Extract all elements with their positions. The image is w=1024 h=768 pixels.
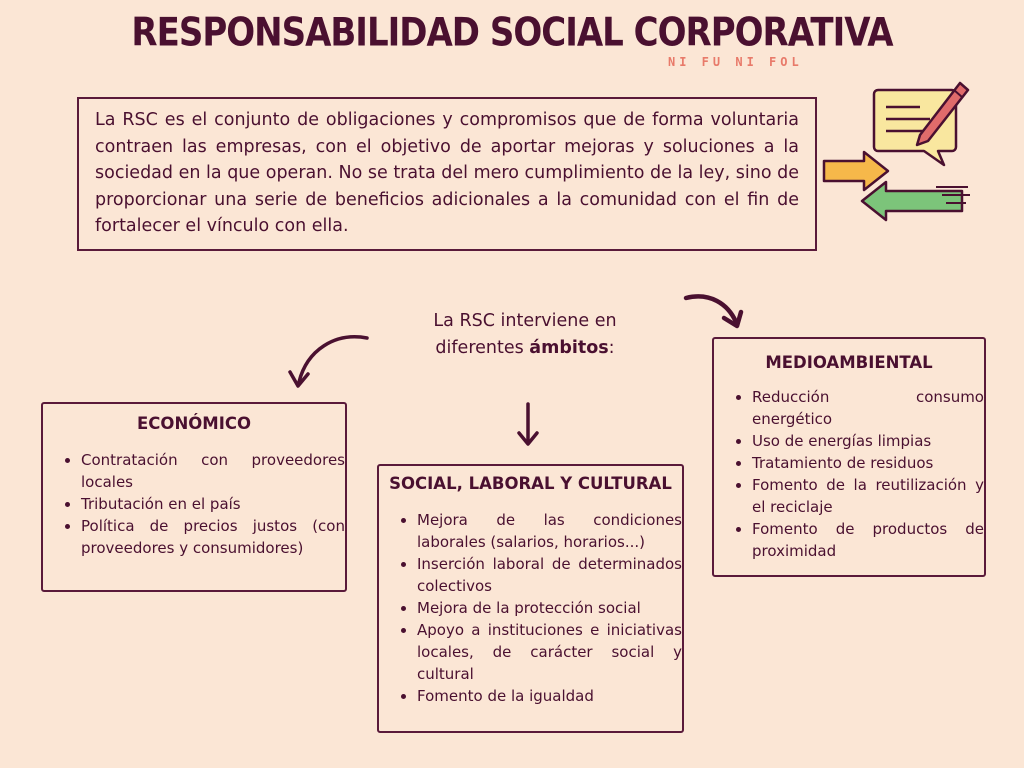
medioambiental-title: MEDIOAMBIENTAL — [765, 353, 933, 372]
ambitos-line-1: La RSC interviene en — [433, 311, 617, 331]
down-arrow-icon — [513, 400, 543, 450]
note-pencil-icon — [820, 75, 980, 230]
list-item: • Contratación con proveedores locales — [81, 449, 345, 493]
intro-box — [77, 97, 817, 251]
list-item: • Fomento de productos de proximidad — [752, 518, 984, 562]
list-item: • Tributación en el país — [81, 493, 345, 515]
list-item: • Uso de energías limpias — [752, 430, 984, 452]
note-icon — [874, 90, 956, 165]
list-item: • Fomento de la igualdad — [417, 685, 682, 707]
medioambiental-box — [712, 337, 986, 577]
list-item: • Reducción consumo energético — [752, 386, 984, 430]
ambitos-line-2: diferentes ámbitos: — [435, 338, 615, 358]
list-item: • Inserción laboral de determinados colectivos — [417, 553, 682, 597]
list-item: • Política de precios justos (con proveedores y consumidores) — [81, 515, 345, 559]
economico-title: ECONÓMICO — [137, 414, 251, 433]
social-box — [377, 464, 684, 733]
list-item: • Mejora de las condiciones laborales (salarios, horarios...) — [417, 509, 682, 553]
medioambiental-list — [714, 386, 984, 562]
economico-list — [43, 449, 345, 559]
ambitos-keyword: ámbitos — [529, 338, 609, 358]
page-subtitle: NI FU NI FOL — [668, 55, 803, 69]
list-item: • Fomento de la reutilización y el reciclaje — [752, 474, 984, 518]
social-list — [379, 509, 682, 707]
ambitos-text — [400, 308, 650, 362]
list-item: • Mejora de la protección social — [417, 597, 682, 619]
economico-box — [41, 402, 347, 592]
page-title: RESPONSABILIDAD SOCIAL CORPORATIVA — [131, 10, 893, 56]
curved-arrow-left-icon — [285, 330, 375, 395]
intro-text: La RSC es el conjunto de obligaciones y compromisos que de forma voluntaria contraen las empresas, con el objetivo de aportar mejoras y soluciones a la sociedad en la que operan. No se trata del mero cumplimiento de la ley, sino de proporcionar una serie de beneficios adicionales a la comunidad con el fin de fortalecer el vínculo con ella. — [95, 110, 799, 236]
list-item: • Tratamiento de residuos — [752, 452, 984, 474]
social-title: SOCIAL, LABORAL Y CULTURAL — [389, 474, 672, 493]
list-item: • Apoyo a instituciones e iniciativas locales, de carácter social y cultural — [417, 619, 682, 685]
curved-arrow-right-icon — [680, 290, 750, 335]
exchange-arrows-icon — [824, 152, 970, 220]
